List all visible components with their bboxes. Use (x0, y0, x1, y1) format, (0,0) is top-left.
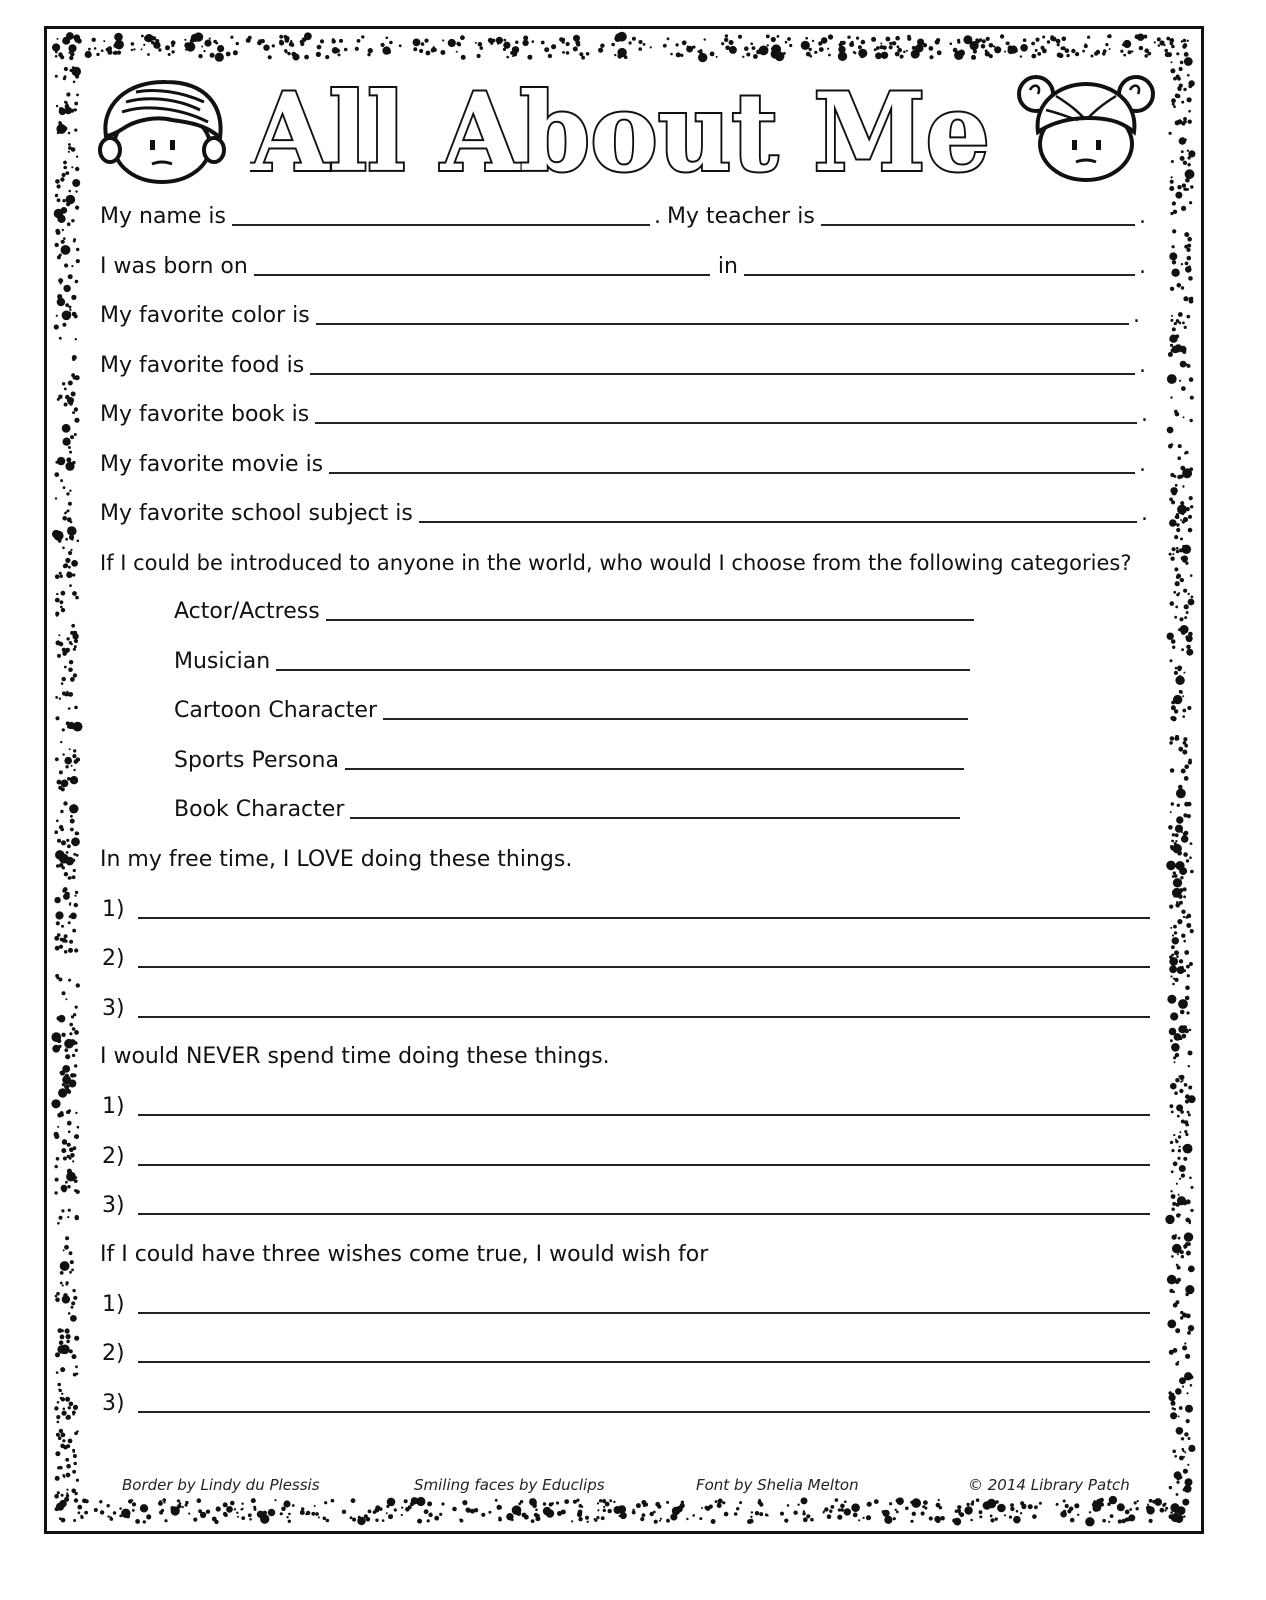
never-item-row (102, 1092, 1154, 1122)
name-label: My name is (100, 204, 226, 229)
list-number: 2) (102, 1341, 125, 1366)
love-item-row (102, 895, 1154, 925)
faces-credit: Smiling faces by Educlips (414, 1476, 605, 1494)
category-blank[interactable] (345, 746, 964, 770)
list-number: 1) (102, 1292, 125, 1317)
category-row (174, 746, 968, 776)
name-blank[interactable] (232, 202, 650, 226)
never-item-blank[interactable] (138, 1092, 1150, 1116)
favorite-subject-period: . (1141, 501, 1148, 526)
favorite-movie-row (100, 450, 1146, 480)
love-item-row (102, 944, 1154, 974)
category-label: Actor/Actress (174, 599, 320, 624)
favorite-food-period: . (1139, 353, 1146, 378)
favorite-subject-row (100, 499, 1148, 529)
favorite-book-period: . (1141, 402, 1148, 427)
wish-item-row (102, 1389, 1154, 1419)
name-teacher-row (100, 202, 1146, 232)
favorite-color-period: . (1133, 303, 1140, 328)
never-heading-row (100, 1042, 1100, 1072)
category-row (174, 597, 978, 627)
never-item-row (102, 1142, 1154, 1172)
wish-item-blank[interactable] (138, 1339, 1150, 1363)
wishes-heading: If I could have three wishes come true, I would wish for (100, 1242, 709, 1267)
category-blank[interactable] (383, 696, 968, 720)
favorite-book-blank[interactable] (315, 400, 1137, 424)
list-number: 3) (102, 996, 125, 1021)
love-item-row (102, 994, 1154, 1024)
name-period: . (653, 204, 661, 229)
girl-face-icon (1016, 66, 1156, 186)
list-number: 1) (102, 897, 125, 922)
border-credit: Border by Lindy du Plessis (122, 1476, 320, 1494)
list-number: 2) (102, 946, 125, 971)
favorite-food-label: My favorite food is (100, 353, 305, 378)
love-item-blank[interactable] (138, 895, 1150, 919)
teacher-label: My teacher is (666, 204, 815, 229)
category-label: Sports Persona (174, 748, 339, 773)
favorite-subject-blank[interactable] (419, 499, 1137, 523)
favorite-color-row (100, 301, 1140, 331)
love-item-blank[interactable] (138, 944, 1150, 968)
boy-face-icon (96, 76, 228, 188)
never-item-blank[interactable] (138, 1142, 1150, 1166)
born-period: . (1139, 254, 1146, 279)
never-heading: I would NEVER spend time doing these things. (100, 1044, 610, 1069)
favorite-book-row (100, 400, 1148, 430)
love-heading: In my free time, I LOVE doing these things. (100, 847, 573, 872)
favorite-color-label: My favorite color is (100, 303, 310, 328)
introduce-question: If I could be introduced to anyone in the world, who would I choose from the following categories? (100, 551, 1132, 575)
list-number: 2) (102, 1144, 125, 1169)
born-place-blank[interactable] (744, 252, 1135, 276)
born-date-blank[interactable] (254, 252, 710, 276)
category-row (174, 795, 964, 825)
category-label: Book Character (174, 797, 345, 822)
love-heading-row (100, 845, 1100, 875)
favorite-color-blank[interactable] (316, 301, 1129, 325)
favorite-movie-label: My favorite movie is (100, 452, 324, 477)
title-text: All About Me (250, 76, 990, 196)
page-title (250, 76, 1010, 196)
category-blank[interactable] (350, 795, 960, 819)
teacher-period: . (1139, 204, 1146, 229)
favorite-food-blank[interactable] (310, 351, 1135, 375)
favorite-food-row (100, 351, 1146, 381)
wish-item-row (102, 1339, 1154, 1369)
category-blank[interactable] (326, 597, 974, 621)
category-blank[interactable] (276, 647, 970, 671)
wish-item-row (102, 1290, 1154, 1320)
font-credit: Font by Shelia Melton (696, 1476, 859, 1494)
wish-item-blank[interactable] (138, 1290, 1150, 1314)
category-row (174, 696, 972, 726)
teacher-blank[interactable] (821, 202, 1135, 226)
category-label: Musician (174, 649, 271, 674)
category-row (174, 647, 974, 677)
list-number: 3) (102, 1391, 125, 1416)
copyright: © 2014 Library Patch (968, 1476, 1130, 1494)
never-item-blank[interactable] (138, 1191, 1150, 1215)
favorite-book-label: My favorite book is (100, 402, 310, 427)
never-item-row (102, 1191, 1154, 1221)
category-label: Cartoon Character (174, 698, 377, 723)
introduce-question-row (100, 548, 1160, 578)
wish-item-blank[interactable] (138, 1389, 1150, 1413)
born-in-label: in (717, 254, 738, 279)
favorite-movie-period: . (1139, 452, 1146, 477)
list-number: 1) (102, 1094, 125, 1119)
born-label: I was born on (100, 254, 248, 279)
favorite-subject-label: My favorite school subject is (100, 501, 413, 526)
favorite-movie-blank[interactable] (329, 450, 1135, 474)
birth-row (100, 252, 1146, 282)
love-item-blank[interactable] (138, 994, 1150, 1018)
list-number: 3) (102, 1193, 125, 1218)
wishes-heading-row (100, 1240, 1100, 1270)
